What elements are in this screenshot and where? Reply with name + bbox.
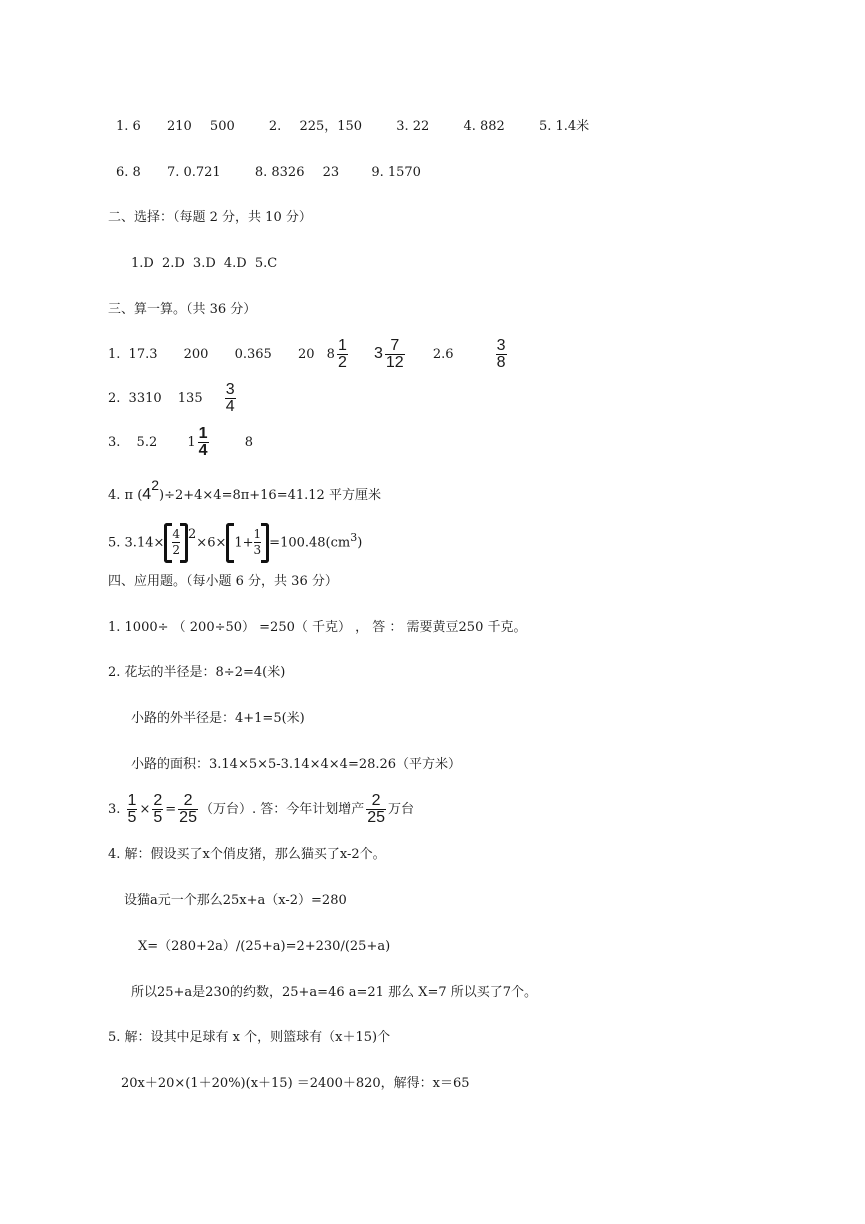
applied-q4-line-3: X=（280+2a）/(25+a)=2+230/(25+a) bbox=[138, 939, 391, 954]
answer-text: 5. 1.4米 bbox=[538, 119, 590, 134]
answer-text: 8 bbox=[244, 435, 253, 450]
mixed-number-whole: 1 bbox=[187, 435, 196, 450]
applied-q2-line-2: 小路的外半径是：4+1=5(米) bbox=[131, 711, 305, 726]
question-number: 2. bbox=[108, 391, 121, 406]
expression-base: 4 bbox=[142, 486, 152, 503]
calc-q4 bbox=[108, 477, 381, 508]
applied-q4-line-2: 设猫a元一个那么25x+a（x-2）=280 bbox=[124, 893, 347, 908]
section-4-heading: 四、应用题。（每小题 6 分，共 36 分） bbox=[108, 574, 338, 589]
left-bracket bbox=[164, 523, 172, 563]
fraction bbox=[127, 793, 138, 826]
section-2-heading: 二、选择：（每题 2 分，共 10 分） bbox=[108, 210, 312, 225]
answer-text: 135 bbox=[177, 391, 203, 406]
answer-text: 0.365 bbox=[234, 347, 272, 362]
fraction-denominator: 4 bbox=[198, 442, 208, 459]
calc-q1 bbox=[108, 336, 509, 373]
answer-text: 17.3 bbox=[128, 347, 158, 362]
fraction-numerator: 1 bbox=[253, 527, 262, 542]
expression-prefix: 4. π ( bbox=[108, 488, 143, 503]
fraction-numerator: 1 bbox=[127, 792, 137, 809]
operator: × bbox=[139, 802, 151, 817]
fraction bbox=[225, 382, 236, 415]
calc-q5 bbox=[108, 518, 362, 563]
fraction-denominator: 25 bbox=[179, 809, 197, 826]
answer-text: 20 bbox=[297, 347, 315, 362]
applied-q3 bbox=[108, 790, 414, 830]
fraction bbox=[366, 793, 386, 826]
fraction bbox=[178, 793, 198, 826]
fraction-numerator: 2 bbox=[371, 792, 381, 809]
answer-text: 3310 bbox=[128, 391, 162, 406]
answer-tail: 万台 bbox=[388, 802, 415, 817]
question-number: 3. bbox=[108, 802, 121, 817]
answer-text: 23 bbox=[322, 165, 340, 180]
exponent: 2 bbox=[188, 527, 197, 543]
fraction-numerator: 1 bbox=[198, 425, 208, 442]
answer-text: 7. 0.721 bbox=[166, 165, 221, 180]
applied-q4-line-4: 所以25+a是230的约数，25+a=46 a=21 那么 X=7 所以买了7个。 bbox=[131, 985, 538, 1000]
answer-text: 9. 1570 bbox=[371, 165, 421, 180]
answer-text: 3. 22 bbox=[396, 119, 430, 134]
fill-answers-row-2 bbox=[116, 163, 421, 183]
calc-q2 bbox=[108, 381, 238, 417]
applied-q4-line-1: 4. 解：假设买了x个俏皮猪，那么猫买了x-2个。 bbox=[108, 847, 386, 862]
right-bracket bbox=[261, 523, 269, 563]
applied-q2-line-3: 小路的面积：3.14×5×5-3.14×4×4=28.26（平方米） bbox=[131, 757, 462, 772]
applied-q5-line-2: 20x＋20×(1＋20%)(x＋15) ＝2400＋820，解得：x＝65 bbox=[121, 1076, 470, 1091]
expression-part: 1+ bbox=[234, 535, 254, 551]
fraction-denominator: 8 bbox=[496, 354, 506, 371]
choice-answers: 1.D 2.D 3.D 4.D 5.C bbox=[131, 256, 278, 271]
calc-q3 bbox=[108, 425, 253, 461]
operator: = bbox=[165, 802, 177, 817]
answer-text: 225，150 bbox=[299, 119, 363, 134]
fraction bbox=[172, 527, 180, 558]
fraction-numerator: 3 bbox=[225, 381, 235, 398]
unit-exponent: 3 bbox=[350, 531, 358, 544]
fraction-denominator: 2 bbox=[337, 354, 347, 371]
right-bracket bbox=[180, 523, 188, 563]
section-3-heading: 三、算一算。（共 36 分） bbox=[108, 302, 257, 317]
expression-result: =100.48(cm bbox=[269, 535, 351, 551]
mixed-number-whole: 8 bbox=[326, 347, 335, 362]
answer-text: 8. 8326 bbox=[254, 165, 305, 180]
applied-q1: 1. 1000÷ （ 200÷50） =250（ 千克） ， 答 ： 需要黄豆250 千克。 bbox=[108, 620, 527, 635]
fraction bbox=[337, 338, 348, 371]
fraction-numerator: 1 bbox=[337, 337, 347, 354]
fraction-denominator: 5 bbox=[127, 809, 137, 826]
fraction bbox=[496, 338, 507, 371]
fraction-numerator: 2 bbox=[153, 792, 163, 809]
fraction bbox=[198, 426, 209, 459]
fraction-numerator: 7 bbox=[390, 337, 400, 354]
expression-close: ) bbox=[357, 535, 363, 551]
answer-text: 500 bbox=[209, 119, 235, 134]
applied-q5-line-1: 5. 解：设其中足球有 x 个，则篮球有（x＋15)个 bbox=[108, 1030, 391, 1045]
answer-text: 5.2 bbox=[136, 435, 158, 450]
expression-prefix: 5. 3.14× bbox=[108, 535, 165, 551]
answer-text: 200 bbox=[183, 347, 209, 362]
fraction bbox=[385, 338, 405, 371]
answer-text: 1. 6 bbox=[116, 119, 141, 134]
applied-q2-line-1: 2. 花坛的半径是：8÷2=4(米) bbox=[108, 665, 286, 680]
fraction bbox=[152, 793, 163, 826]
question-number: 3. bbox=[108, 435, 121, 450]
fraction-denominator: 4 bbox=[225, 398, 235, 415]
answer-text: 6. 8 bbox=[116, 165, 141, 180]
fraction-numerator: 3 bbox=[496, 337, 506, 354]
fraction bbox=[254, 527, 262, 558]
answer-text: 2.6 bbox=[432, 347, 454, 362]
expression-suffix: )÷2+4×4=8π+16=41.12 平方厘米 bbox=[159, 488, 381, 503]
fraction-denominator: 12 bbox=[385, 354, 404, 371]
fraction-denominator: 2 bbox=[172, 543, 181, 558]
answer-text: （万台）. 答：今年计划增产 bbox=[199, 802, 365, 817]
expression-operator: ×6× bbox=[196, 535, 227, 551]
question-number: 1. bbox=[108, 347, 121, 362]
answer-text: 2. bbox=[268, 119, 282, 134]
fraction-denominator: 3 bbox=[253, 543, 262, 558]
mixed-number-whole: 3 bbox=[373, 345, 383, 362]
answer-text: 210 bbox=[166, 119, 192, 134]
fraction-numerator: 2 bbox=[183, 792, 193, 809]
fraction-denominator: 25 bbox=[367, 809, 386, 826]
fraction-numerator: 4 bbox=[172, 527, 181, 542]
answer-text: 4. 882 bbox=[463, 119, 505, 134]
exponent: 2 bbox=[151, 477, 159, 493]
fraction-denominator: 5 bbox=[153, 809, 163, 826]
fill-answers-row-1 bbox=[116, 117, 589, 137]
